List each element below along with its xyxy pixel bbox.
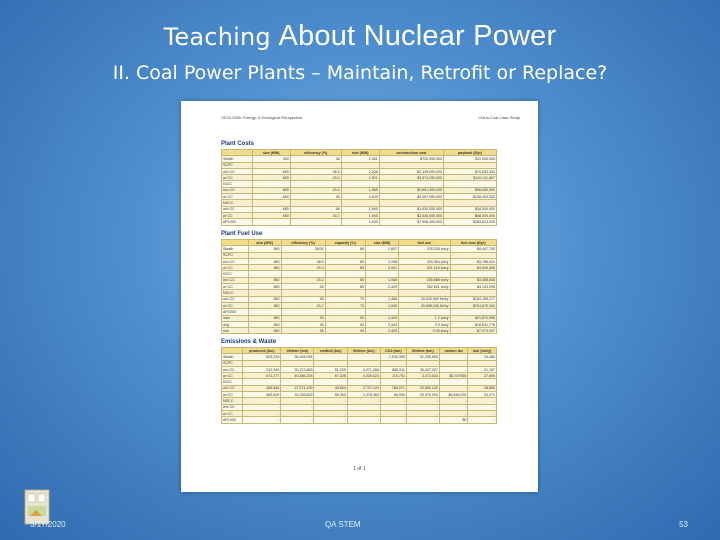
table-cell: $7,908,400,000 xyxy=(379,219,443,225)
table-cell: 115,751 xyxy=(380,373,406,379)
table-cell: 0.05 ton/y xyxy=(399,328,451,334)
table-cell: - xyxy=(347,417,380,423)
table-cell: 23,271 xyxy=(468,392,497,398)
table-cell: 650 xyxy=(252,175,290,181)
table-cell: w/o CC xyxy=(222,366,243,372)
table-cell: w/ CC xyxy=(222,284,249,290)
table-cell: $4,949,328 xyxy=(450,265,497,271)
table-cell: avg xyxy=(222,321,249,327)
table-cell: $3,766,631 xyxy=(450,258,497,264)
table-cell: $2,040,000,000 xyxy=(379,212,443,218)
table-cell: NGCC xyxy=(222,290,249,296)
table-cell: w/ CC xyxy=(222,373,243,379)
table-cell: w/ CC xyxy=(222,410,243,416)
table-cell: 27,800 xyxy=(468,373,497,379)
table-cell: 4,035,623 xyxy=(347,373,380,379)
table-cell: 320,364 ton/y xyxy=(399,258,451,264)
table-cell: IGCC xyxy=(222,181,253,187)
table-cell: 650 xyxy=(248,302,281,308)
table-header-cell: emitted (ton) xyxy=(314,348,347,354)
table-cell: Steath xyxy=(222,354,243,360)
table-cell: - xyxy=(439,385,468,391)
table-row xyxy=(222,219,497,225)
table-cell: - xyxy=(406,404,439,410)
table-cell: 2,607 xyxy=(366,246,399,252)
table-header-cell: produced (ton) xyxy=(243,348,281,354)
table-header-cell: efficiency (%) xyxy=(281,240,325,246)
table-cell: $16,641,778 xyxy=(450,321,497,327)
document-page-indicator: 1 of 1 xyxy=(353,466,366,472)
table-cell: 650 xyxy=(248,277,281,283)
table-header-cell: fuel use xyxy=(399,240,451,246)
table-cell: 2,361 xyxy=(341,156,379,162)
table-cell: SCPC xyxy=(222,360,243,366)
table-cell: 35 xyxy=(281,315,325,321)
table-cell: 23,552,132 xyxy=(406,385,439,391)
table-cell: 33,783,629 xyxy=(281,392,314,398)
table-cell: 650 xyxy=(252,187,290,193)
table-cell: - xyxy=(243,417,281,423)
table-cell: 0.9 ton/y xyxy=(399,321,451,327)
table-cell: - xyxy=(380,417,406,423)
table-cell: - xyxy=(347,398,380,404)
table-cell: 40,356,226 xyxy=(281,373,314,379)
table-cell: 70 xyxy=(325,302,365,308)
table-cell: 1,466 xyxy=(341,206,379,212)
table-header-cell: payback ($/yr) xyxy=(444,150,497,156)
table-cell: 85 xyxy=(325,284,365,290)
table-cell: $154,159,177 xyxy=(450,296,497,302)
table-cell: - xyxy=(281,410,314,416)
table-cell: 378,328 ton/y xyxy=(399,246,451,252)
table-cell: - xyxy=(468,410,497,416)
table-cell: 650 xyxy=(252,168,290,174)
table-cell: 1,968 xyxy=(341,187,379,193)
table-cell: 2,429 xyxy=(366,321,399,327)
table-cell: 38.5 xyxy=(290,168,341,174)
table-cell: w/ CC xyxy=(222,194,253,200)
table-cell: 36,264,054 xyxy=(281,354,314,360)
table-row xyxy=(222,417,497,423)
table-cell: - xyxy=(314,410,347,416)
table-cell: $68,000,000 xyxy=(444,212,497,218)
table-cell: 45,664 xyxy=(314,385,347,391)
emissions-label: Emissions & Waste xyxy=(221,339,277,345)
table-cell: 1,945 xyxy=(366,302,399,308)
table-cell: 35 xyxy=(290,194,341,200)
table-cell: 650 xyxy=(248,258,281,264)
table-cell: - xyxy=(406,410,439,416)
table-cell: - xyxy=(314,404,347,410)
table-cell: 650 xyxy=(248,328,281,334)
table-cell: w/o CC xyxy=(222,404,243,410)
table-cell: 512,390 xyxy=(243,366,281,372)
table-cell: Steath xyxy=(222,156,253,162)
table-cell: 1,466 xyxy=(366,296,399,302)
table-cell: $1,020,000,000 xyxy=(379,206,443,212)
table-cell: 300 xyxy=(252,156,290,162)
slide-footer: QA STEM xyxy=(325,520,361,529)
table-cell: w/ CC xyxy=(222,212,253,218)
table-cell: 3,071,266 xyxy=(347,366,380,372)
table-cell: 29.3 xyxy=(281,265,325,271)
table-cell: - xyxy=(439,354,468,360)
table-cell: 24,485 xyxy=(468,354,497,360)
table-cell: $3,787555 xyxy=(439,373,468,379)
table-cell: 563,629 xyxy=(243,392,281,398)
table-cell: $720,000,000 xyxy=(379,156,443,162)
table-cell: - xyxy=(314,398,347,404)
table-cell: 2,208 xyxy=(341,168,379,174)
table-cell: - xyxy=(281,417,314,423)
table-row xyxy=(222,328,497,334)
table-cell: $0 xyxy=(439,417,468,423)
table-header-cell: construction cost xyxy=(379,150,443,156)
table-cell: 27,371,239 xyxy=(281,385,314,391)
document-header-right: China Coal Case Study xyxy=(478,115,520,120)
table-cell: w/o CC xyxy=(222,385,243,391)
table-cell: 650 xyxy=(248,246,281,252)
table-cell xyxy=(290,219,341,225)
table-cell: $4,447,705 xyxy=(450,246,497,252)
slide-subtitle: II. Coal Power Plants – Maintain, Retrofit or Replace? xyxy=(112,62,608,84)
table-cell: $4,057,900,000 xyxy=(379,194,443,200)
table-cell: - xyxy=(468,398,497,404)
table-cell: 35 xyxy=(281,328,325,334)
table-cell: 3,378,363 xyxy=(347,392,380,398)
table-cell: 1,968 xyxy=(366,277,399,283)
table-cell: 85 xyxy=(325,265,365,271)
table-header-cell: lifetime (ton) xyxy=(281,348,314,354)
table-cell: IGCC xyxy=(222,379,243,385)
embedded-document xyxy=(181,101,538,492)
plant-costs-label: Plant Costs xyxy=(221,141,255,147)
table-cell: 456,644 xyxy=(243,385,281,391)
table-cell: 43.7 xyxy=(290,212,341,218)
table-cell: 650 xyxy=(248,321,281,327)
table-cell: w/o CC xyxy=(222,168,253,174)
table-cell: - xyxy=(281,404,314,410)
table-cell: Steath xyxy=(222,246,249,252)
table-cell: 352,621 ton/y xyxy=(399,284,451,290)
table-cell: 650 xyxy=(248,296,281,302)
table-cell: 1.2 ton/y xyxy=(399,315,451,321)
table-cell: 26,427,327 xyxy=(406,366,439,372)
table-cell: AP1000 xyxy=(222,417,243,423)
table-cell: SCPC xyxy=(222,252,249,258)
table-cell: 85 xyxy=(325,246,365,252)
table-cell: AP1000 xyxy=(222,309,249,315)
table-cell: w/o CC xyxy=(222,296,249,302)
table-cell: IGCC xyxy=(222,271,249,277)
table-cell: - xyxy=(281,398,314,404)
table-cell: - xyxy=(347,404,380,410)
table-cell: $34,000,000 xyxy=(444,206,497,212)
table-cell: 650 xyxy=(248,265,281,271)
table-cell: 35 xyxy=(281,284,325,290)
table-cell: 2,429 xyxy=(366,328,399,334)
table-cell: $2,861,300,000 xyxy=(379,187,443,193)
table-cell: w/o CC xyxy=(222,277,249,283)
table-cell: 650 xyxy=(252,194,290,200)
table-cell: $96,050,000 xyxy=(444,187,497,193)
table-cell: w/ CC xyxy=(222,265,249,271)
table-cell: - xyxy=(468,404,497,410)
table-cell: 36/31 xyxy=(281,246,325,252)
slide-number: 53 xyxy=(679,520,688,529)
table-cell: 51,239 xyxy=(314,366,347,372)
document-header-left: GEOL2650: Energy: A Geological Perspective xyxy=(221,115,303,120)
table-cell: 21,157 xyxy=(468,366,497,372)
table-cell: 650 xyxy=(252,212,290,218)
table-cell: $21,872,906 xyxy=(450,315,497,321)
table-cell: 43.2 xyxy=(290,187,341,193)
table-cell: - xyxy=(439,398,468,404)
table-cell: w/ CC xyxy=(222,392,243,398)
table-cell: 650 xyxy=(248,315,281,321)
table-header-cell: carbon tax xyxy=(439,348,468,354)
table-cell: 70 xyxy=(325,296,365,302)
table-header-cell: ash (ton/y) xyxy=(468,348,497,354)
table-cell: $2,125,000,000 xyxy=(379,168,443,174)
table-cell: 650 xyxy=(252,206,290,212)
table-cell: 1,040,395 xyxy=(380,354,406,360)
table-cell: 90 xyxy=(325,321,365,327)
table-cell: 31,205,953 xyxy=(406,354,439,360)
table-header-cell: size (MW) xyxy=(252,150,290,156)
table-cell: 29,070,000 xyxy=(406,392,439,398)
plant-fuel-use-table xyxy=(221,239,497,334)
slide-title xyxy=(0,20,720,53)
table-cell: w/o CC xyxy=(222,206,253,212)
table-cell: - xyxy=(380,404,406,410)
table-cell: $11,000,000 xyxy=(444,156,497,162)
table-cell: 90 xyxy=(325,315,365,321)
table-cell: $70,833,333 xyxy=(444,168,497,174)
table-cell: 85 xyxy=(325,258,365,264)
table-cell: $7,073,097 xyxy=(450,328,497,334)
table-cell: 96,900 xyxy=(380,392,406,398)
table-cell: - xyxy=(439,404,468,410)
table-header-cell: lifetime (ton) xyxy=(347,348,380,354)
document-header xyxy=(221,115,520,120)
table-cell: $204,670,304 xyxy=(450,302,497,308)
table-cell: 2,429 xyxy=(341,219,379,225)
table-cell: $119,141,667 xyxy=(444,175,497,181)
table-cell: 36 xyxy=(290,156,341,162)
table-cell: $3,574,250,000 xyxy=(379,175,443,181)
table-cell: - xyxy=(243,410,281,416)
emissions-table xyxy=(221,347,497,424)
table-header-cell: CO2 (ton) xyxy=(380,348,406,354)
table-cell: 58 xyxy=(290,206,341,212)
table-cell: 2,901 xyxy=(341,175,379,181)
table-cell: 58 xyxy=(281,296,325,302)
table-cell: - xyxy=(406,417,439,423)
table-cell: 30,030,969 Mcf/y xyxy=(399,296,451,302)
table-cell: 35 xyxy=(281,321,325,327)
table-cell xyxy=(252,219,290,225)
table-cell: - xyxy=(406,398,439,404)
table-cell: 2,737,124 xyxy=(347,385,380,391)
table-cell: 285,688 ton/y xyxy=(399,277,451,283)
table-cell: w/o CC xyxy=(222,187,253,193)
table-cell: 3,472,533 xyxy=(406,373,439,379)
table-cell: - xyxy=(314,417,347,423)
table-cell: 67,328 xyxy=(314,373,347,379)
table-cell: $263,613,333 xyxy=(444,219,497,225)
table-cell: 2,208 xyxy=(366,258,399,264)
slide-date: 3/17/2020 xyxy=(30,520,66,529)
table-cell: 880,911 xyxy=(380,366,406,372)
table-cell: $3,358,836 xyxy=(450,277,497,283)
table-cell: 2,429 xyxy=(341,194,379,200)
plant-costs-table xyxy=(221,149,497,226)
table-cell: 671,277 xyxy=(243,373,281,379)
table-cell: - xyxy=(439,410,468,416)
table-cell: 90 xyxy=(325,328,365,334)
table-cell: 85 xyxy=(325,277,365,283)
table-cell: 1,945 xyxy=(341,212,379,218)
table-cell: $135,263,333 xyxy=(444,194,497,200)
table-cell: NGCC xyxy=(222,398,243,404)
table-cell: - xyxy=(439,366,468,372)
table-cell: AP1000 xyxy=(222,219,253,225)
table-cell: SCPC xyxy=(222,162,253,168)
table-cell: - xyxy=(380,398,406,404)
table-cell: 43.2 xyxy=(281,277,325,283)
table-cell: - xyxy=(243,404,281,410)
table-cell: w/ CC xyxy=(222,302,249,308)
table-cell: 43.7 xyxy=(281,302,325,308)
table-cell: 18,855 xyxy=(468,385,497,391)
table-cell: min xyxy=(222,328,249,334)
table-cell: 421,019 ton/y xyxy=(399,265,451,271)
table-header-cell: size (MW) xyxy=(341,150,379,156)
table-cell: - xyxy=(243,398,281,404)
table-cell: 2,429 xyxy=(366,315,399,321)
table-header-cell: size (MW) xyxy=(366,240,399,246)
table-cell: - xyxy=(347,410,380,416)
table-cell: - xyxy=(380,410,406,416)
table-header-cell: capacity (%) xyxy=(325,240,365,246)
table-cell: 29.3 xyxy=(290,175,341,181)
table-cell: 38.5 xyxy=(281,258,325,264)
plant-fuel-use-label: Plant Fuel Use xyxy=(221,231,263,237)
table-cell: 30,712,663 xyxy=(281,366,314,372)
table-cell: 650 xyxy=(248,284,281,290)
table-cell: $4,845,000 xyxy=(439,392,468,398)
table-cell: w/ CC xyxy=(222,175,253,181)
table-header-cell: efficiency (%) xyxy=(290,150,341,156)
table-cell: 785,071 xyxy=(380,385,406,391)
table-cell: 2,429 xyxy=(366,284,399,290)
table-cell: $4,143,295 xyxy=(450,284,497,290)
table-cell: max xyxy=(222,315,249,321)
table-header-cell: fuel cost ($/yr) xyxy=(450,240,497,246)
table-cell: 39,858,036 Mcf/y xyxy=(399,302,451,308)
table-cell: w/o CC xyxy=(222,258,249,264)
table-cell: NGCC xyxy=(222,200,253,206)
table-cell: 603,239 xyxy=(243,354,281,360)
table-cell: - xyxy=(468,417,497,423)
table-cell: 2,901 xyxy=(366,265,399,271)
table-header-cell: size (MW) xyxy=(248,240,281,246)
slide-title-part2: About Nuclear Power xyxy=(278,20,557,52)
table-cell: 56,363 xyxy=(314,392,347,398)
table-header-cell: lifetime (ton) xyxy=(406,348,439,354)
slide-title-part1: Teaching xyxy=(163,23,271,51)
